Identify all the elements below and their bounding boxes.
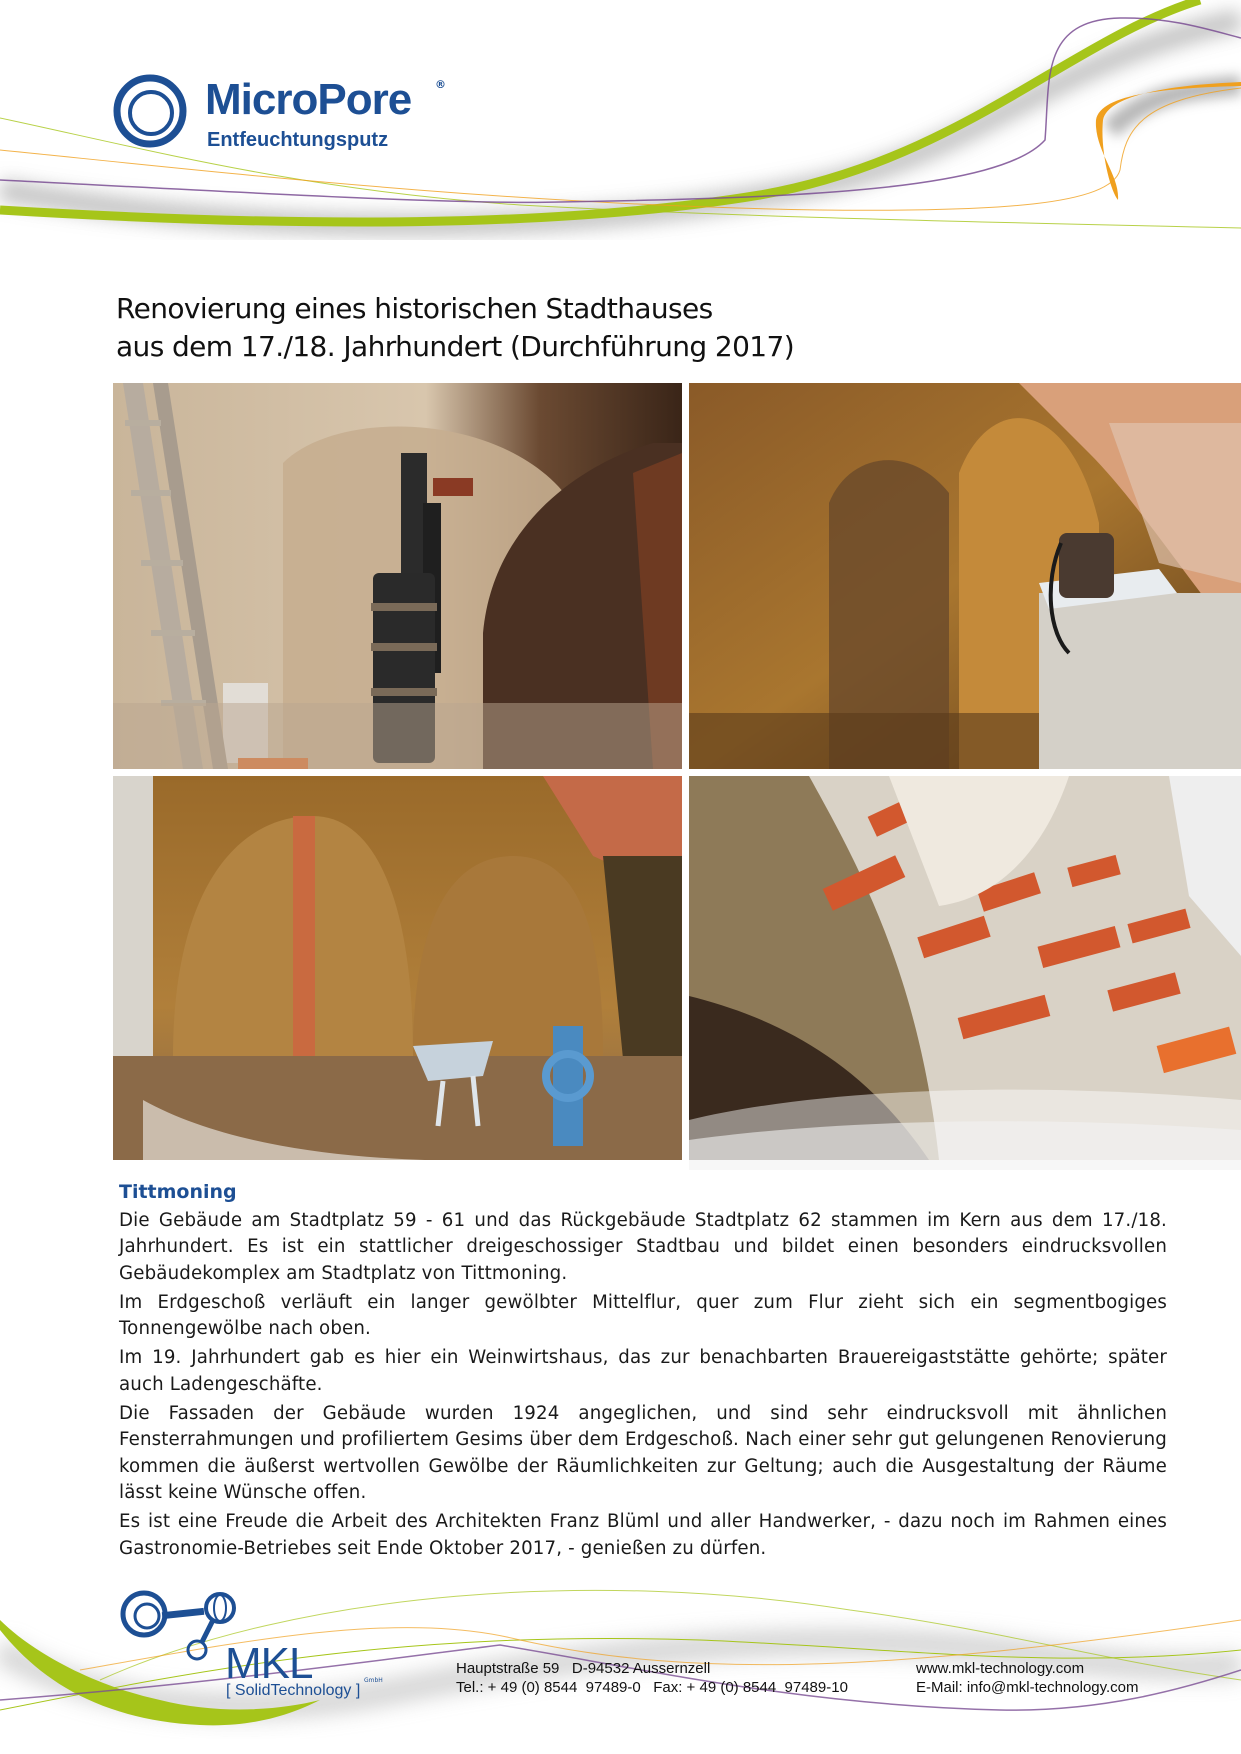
company-legal-form: GmbH (364, 1677, 383, 1684)
brand-subtitle: Entfeuchtungsputz (207, 129, 389, 151)
footer-website-link[interactable]: www.mkl-technology.com (916, 1660, 1085, 1677)
page-title (116, 290, 916, 366)
page-title-line-1: Renovierung eines historischen Stadthauses (116, 292, 713, 325)
footer-address-block (456, 1659, 848, 1697)
paragraph: Es ist eine Freude die Arbeit des Architekten Franz Blüml und aller Handwerker, - dazu noch im Rahmen eines Gastronomie-Betriebes seit Ende Oktober 2017, - genießen zu dürfen. (119, 1511, 1167, 1559)
paragraph: Die Gebäude am Stadtplatz 59 - 61 und das Rückgebäude Stadtplatz 62 stammen im Kern aus dem 17./18. Jahrhundert. Es ist ein stattlicher dreigeschossiger Stadtbau und bildet einen besonders eindrucksvollen Gebäudekomplex am Stadtplatz von Tittmoning. (119, 1210, 1167, 1284)
footer-email-link[interactable]: E-Mail: info@mkl-technology.com (916, 1679, 1139, 1696)
photo-cellar-wheelbarrow (113, 776, 682, 1160)
registered-mark: ® (435, 78, 446, 91)
page-title-line-2: aus dem 17./18. Jahrhundert (Durchführung 2017) (116, 330, 795, 363)
micropore-ring-icon (113, 74, 187, 148)
footer-web-block (916, 1659, 1139, 1697)
photo-brick-vault-pillar (689, 383, 1241, 769)
paragraph: Die Fassaden der Gebäude wurden 1924 angeglichen, und sind sehr eindrucksvoll mit ähnlichen Fensterrahmungen und profiliertem Gesims über dem Erdgeschoß. Nach einer sehr gut gelungenen Renovierung kommen die äußerst wertvollen Gewölbe der Räumlichkeiten zur Geltung; auch die Ausgestaltung der Räume lässt keine Wünsche offen. (119, 1403, 1167, 1503)
mkl-logo (120, 1590, 400, 1705)
paragraph: Im 19. Jahrhundert gab es hier ein Weinwirtshaus, das zur benachbarten Brauereigaststätte gehörte; später auch Ladengeschäfte. (119, 1347, 1167, 1395)
company-tagline: [ SolidTechnology ] (226, 1682, 361, 1699)
brand-name: MicroPore (205, 75, 412, 124)
company-name: MKL (225, 1639, 313, 1688)
article-body (119, 1180, 1167, 1565)
photo-cellar-ladder (113, 383, 682, 769)
micropore-logo (113, 72, 473, 162)
footer-phone-fax: Tel.: + 49 (0) 8544 97489-0 Fax: + 49 (0) 8544 97489-10 (456, 1679, 848, 1696)
paragraph: Im Erdgeschoß verläuft ein langer gewölbter Mittelflur, quer zum Flur zieht sich ein segmentbogiges Tonnengewölbe nach oben. (119, 1291, 1167, 1340)
photo-brick-vault-closeup (689, 776, 1241, 1160)
footer-address: Hauptstraße 59 D-94532 Aussernzell (456, 1660, 711, 1677)
section-heading: Tittmoning (119, 1181, 237, 1203)
